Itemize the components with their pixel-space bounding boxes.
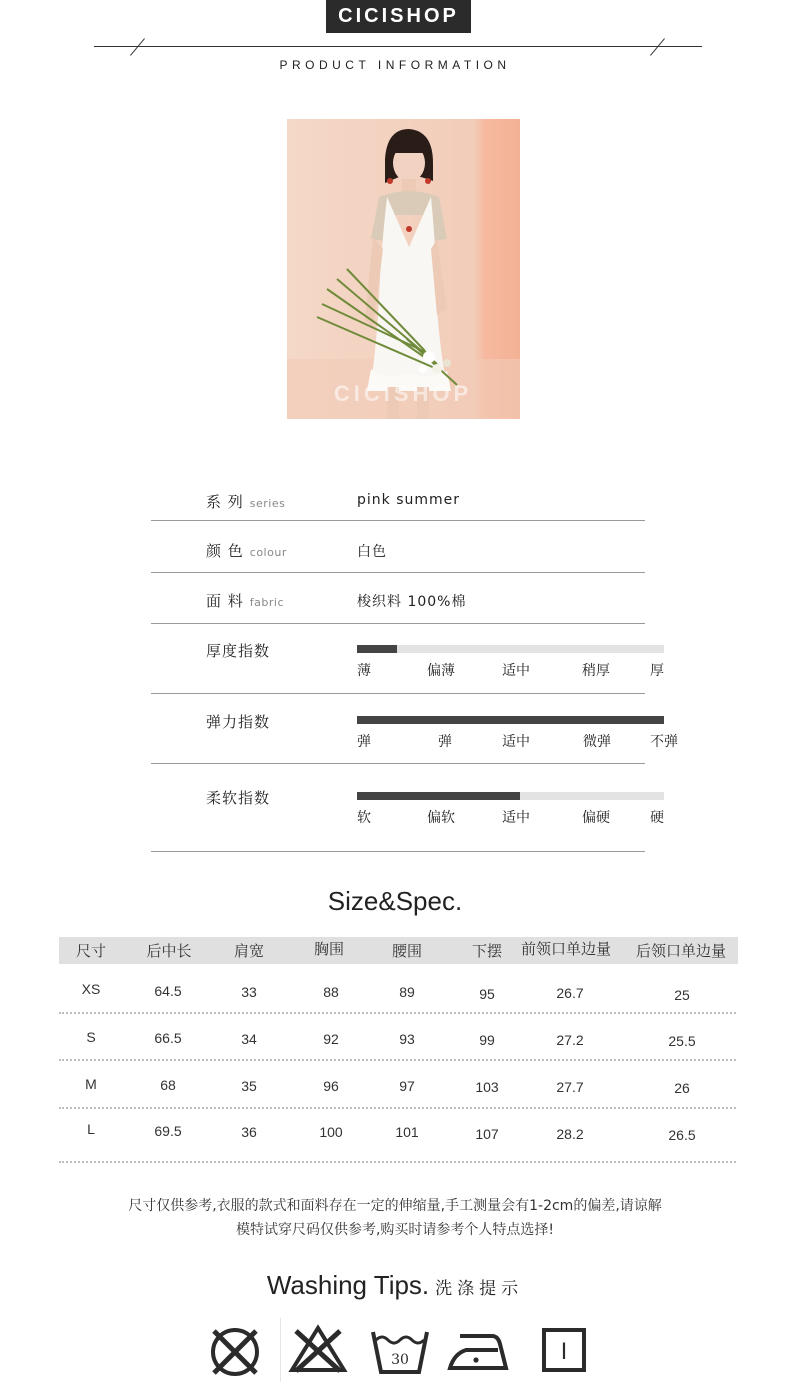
index-bar-fill	[357, 716, 664, 724]
scale-label: 硬	[650, 810, 664, 826]
table-cell: 28.2	[556, 1126, 584, 1142]
scale-label: 适中	[502, 734, 530, 750]
table-header-cell: 腰围	[391, 942, 423, 960]
table-cell: 66.5	[154, 1030, 182, 1046]
table-cell: 97	[399, 1078, 415, 1094]
table-cell: 93	[399, 1031, 415, 1047]
table-header-cell: 下摆	[471, 942, 503, 960]
size-table-title: Size&Spec.	[327, 886, 463, 916]
table-cell: 99	[479, 1032, 495, 1048]
header-divider	[94, 46, 702, 47]
table-cell: 26.5	[668, 1127, 696, 1143]
info-divider	[151, 851, 645, 852]
info-label-fabric	[206, 590, 284, 611]
scale-label: 弹	[357, 734, 371, 750]
table-cell: 101	[395, 1124, 419, 1140]
washing-icons	[200, 1318, 600, 1382]
info-divider	[151, 763, 645, 764]
scale-label: 微弹	[583, 734, 611, 750]
index-bar-fill	[357, 792, 520, 800]
info-value-colour: 白色	[357, 544, 387, 560]
table-header-cell: 胸围	[313, 940, 345, 958]
index-label-softness: 柔软指数	[206, 789, 271, 807]
scale-label: 偏硬	[582, 810, 610, 826]
table-cell: 33	[241, 984, 257, 1000]
table-cell: 96	[323, 1078, 339, 1094]
info-label-series-en: series	[249, 497, 286, 510]
index-bar-fill	[357, 645, 397, 653]
table-cell: M	[85, 1076, 97, 1092]
scale-label: 弹	[438, 734, 452, 750]
table-cell: 36	[241, 1124, 257, 1140]
table-cell: 100	[319, 1124, 343, 1140]
scale-label: 适中	[502, 810, 530, 826]
scale-label: 适中	[502, 663, 530, 679]
table-cell: L	[87, 1121, 95, 1137]
table-cell: 34	[241, 1031, 257, 1047]
svg-text:CICISHOP: CICISHOP	[333, 381, 473, 406]
divider-tick-right	[650, 38, 665, 55]
row-divider	[59, 1059, 736, 1061]
size-note-line1: 尺寸仅供参考,衣服的款式和面料存在一定的伸缩量,手工测量会有1-2cm的偏差,请谅解	[128, 1198, 662, 1214]
index-bar-softness	[357, 792, 664, 800]
table-cell: 107	[475, 1126, 499, 1142]
table-cell: 88	[323, 984, 339, 1000]
table-cell: 27.2	[556, 1032, 584, 1048]
washing-title-en: Washing Tips.	[266, 1270, 430, 1300]
table-header-cell: 尺寸	[75, 942, 107, 960]
info-label-colour-cn: 颜 色	[206, 542, 244, 560]
info-value-fabric: 梭织料 100%棉	[357, 594, 467, 610]
table-header-cell: 后中长	[146, 942, 192, 960]
brand-logo: CICISHOP	[326, 0, 471, 33]
washing-title	[0, 1270, 790, 1301]
scale-label: 偏薄	[427, 663, 455, 679]
no-tumble-dry-icon	[206, 1323, 264, 1379]
index-scale-softness	[357, 807, 667, 825]
table-cell: 92	[323, 1031, 339, 1047]
iron-low-heat-icon	[446, 1330, 510, 1374]
scale-label: 不弹	[650, 734, 678, 750]
table-cell: 68	[160, 1077, 176, 1093]
info-label-series-cn: 系 列	[206, 493, 244, 511]
info-label-series	[206, 491, 285, 512]
index-bar-thickness	[357, 645, 664, 653]
scale-label: 软	[357, 810, 371, 826]
table-cell: 95	[479, 986, 495, 1002]
wash-30-icon	[370, 1326, 430, 1376]
scale-label: 偏软	[427, 810, 455, 826]
info-value-series: pink summer	[357, 492, 461, 508]
table-header-cell: 前领口单边量	[520, 940, 612, 958]
index-label-thickness: 厚度指数	[206, 642, 271, 660]
index-bar-elasticity	[357, 716, 664, 724]
wash-temp-label: 30	[391, 1352, 409, 1368]
info-divider	[151, 572, 645, 573]
index-scale-thickness	[357, 660, 667, 678]
info-label-colour	[206, 540, 287, 561]
iron-symbol-label: I	[560, 1340, 568, 1365]
table-cell: S	[86, 1029, 96, 1045]
info-divider	[151, 693, 645, 694]
icon-separator	[280, 1318, 281, 1382]
no-bleach-icon	[288, 1323, 348, 1375]
table-cell: 69.5	[154, 1123, 182, 1139]
row-divider	[59, 1107, 736, 1109]
table-cell: 26.7	[556, 985, 584, 1001]
table-cell: 25	[674, 987, 690, 1003]
row-divider	[59, 1012, 736, 1014]
table-cell: 64.5	[154, 983, 182, 999]
divider-tick-left	[130, 38, 145, 55]
info-label-colour-en: colour	[249, 546, 287, 559]
table-cell: 35	[241, 1078, 257, 1094]
scale-label: 薄	[357, 663, 371, 679]
section-subtitle: PRODUCT INFORMATION	[279, 58, 511, 72]
index-label-elasticity: 弹力指数	[206, 713, 271, 731]
table-cell: XS	[81, 981, 101, 997]
table-header-cell: 肩宽	[233, 942, 265, 960]
table-cell: 103	[475, 1079, 499, 1095]
info-divider	[151, 623, 645, 624]
scale-label: 厚	[650, 663, 664, 679]
table-cell: 27.7	[556, 1079, 584, 1095]
info-label-fabric-en: fabric	[249, 596, 285, 609]
info-divider	[151, 520, 645, 521]
size-note-line2: 模特试穿尺码仅供参考,购买时请参考个人特点选择!	[235, 1222, 555, 1238]
line-dry-icon	[540, 1326, 588, 1374]
washing-title-cn: 洗涤提示	[435, 1279, 524, 1299]
index-scale-elasticity	[357, 731, 678, 750]
table-cell: 89	[399, 984, 415, 1000]
table-cell: 25.5	[668, 1033, 696, 1049]
info-label-fabric-cn: 面 料	[206, 592, 244, 610]
table-cell: 26	[674, 1080, 690, 1096]
table-header-cell: 后领口单边量	[635, 942, 727, 960]
product-photo	[287, 119, 520, 419]
size-table-header	[59, 937, 738, 964]
scale-label: 稍厚	[582, 663, 610, 679]
row-divider	[59, 1161, 736, 1163]
